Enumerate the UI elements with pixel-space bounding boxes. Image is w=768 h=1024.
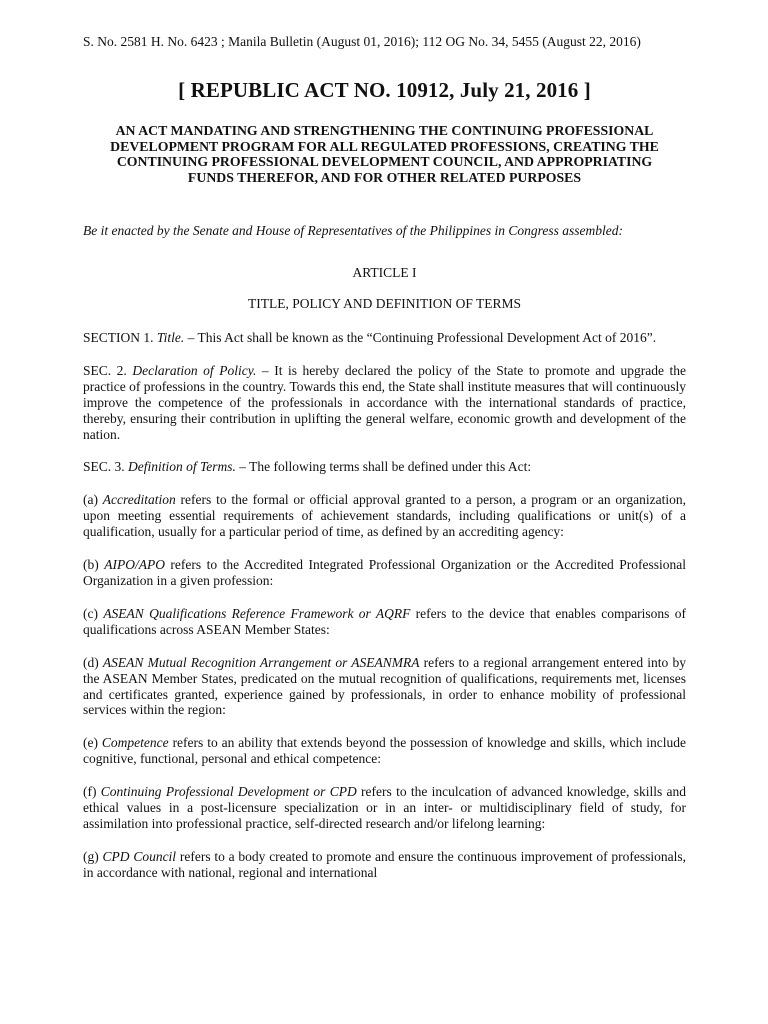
act-title: [ REPUBLIC ACT NO. 10912, July 21, 2016 ]: [178, 78, 591, 102]
definition-c-body: refers to the device that enables comparisons of qualifications across ASEAN Member States:: [83, 605, 686, 637]
definition-g-lead: (g): [83, 848, 103, 864]
section-2: [83, 363, 686, 443]
definition-e: [83, 735, 686, 767]
definition-c: [83, 606, 686, 638]
definition-a-body: refers to the formal or official approval granted to a person, a program or an organization, upon meeting essential requirements of achievement standards, including qualifications or unit(s) of a qualification, usually for a particular period of time, as defined by an accrediting agency:: [83, 492, 686, 540]
section-1: [83, 330, 686, 346]
definition-e-lead: (e): [83, 735, 102, 751]
definition-a-lead: (a): [83, 492, 103, 508]
definition-f-body: refers to the inculcation of advanced knowledge, skills and ethical values in a post-licensure specialization or in an inter- or multidisciplinary field of study, for assimilation into professional practice, self-directed research and/or lifelong learning:: [83, 784, 686, 831]
definition-f-term: Continuing Professional Development or CPD: [100, 784, 357, 800]
section-2-lead: SEC. 2.: [83, 362, 133, 378]
section-2-heading: Declaration of Policy.: [132, 362, 257, 378]
section-2-body: – It is hereby declared the policy of the State to promote and upgrade the practice of professions in the country. Towards this end, the State shall institute measures that will continuously improve the competence of the professionals in accordance with the international standards of practice, thereby, ensuring their contribution in uplifting the general welfare, economic growth and development of the nation.: [83, 362, 686, 442]
definition-b-body: refers to the Accredited Integrated Professional Organization or the Accredited Professional Organization in a given profession:: [83, 557, 686, 588]
article-number: ARTICLE I: [352, 265, 417, 280]
definition-a-term: Accreditation: [102, 492, 176, 508]
definition-b-lead: (b): [83, 557, 105, 573]
definition-d-body: refers to a regional arrangement entered into by the ASEAN Member States, predicated on the mutual recognition of qualifications, requirements met, licenses and certificates granted, experience gained by professionals, in order to enhance mobility of professional services within the region:: [83, 654, 686, 718]
definition-c-lead: (c): [83, 605, 104, 621]
enacting-clause: Be it enacted by the Senate and House of Representatives of the Philippines in Congress assembled:: [83, 223, 624, 238]
definition-g-term: CPD Council: [102, 848, 177, 864]
section-3-body: – The following terms shall be defined under this Act:: [235, 459, 532, 475]
definition-c-term: ASEAN Qualifications Reference Framework or AQRF: [103, 605, 411, 621]
definition-a: [83, 492, 686, 540]
section-1-body: – This Act shall be known as the “Continuing Professional Development Act of 2016”.: [184, 330, 657, 345]
definition-b: [83, 557, 686, 589]
definition-d-term: ASEAN Mutual Recognition Arrangement or ASEANMRA: [102, 654, 420, 670]
article-title: TITLE, POLICY AND DEFINITION OF TERMS: [248, 296, 521, 311]
section-1-lead: SECTION 1.: [83, 330, 157, 345]
act-subtitle: AN ACT MANDATING AND STRENGTHENING THE CONTINUING PROFESSIONAL DEVELOPMENT PROGRAM FOR ALL REGULATED PROFESSIONS, CREATING THE CONTINUING PROFESSIONAL DEVELOPMENT COUNCIL, AND APPROPRIATING FUNDS THEREFOR, AND FOR OTHER RELATED PURPOSES: [110, 123, 659, 185]
definition-d-lead: (d): [83, 654, 103, 670]
definition-f-lead: (f): [83, 784, 101, 800]
definition-f: [83, 784, 686, 832]
section-3-heading: Definition of Terms.: [128, 459, 236, 475]
citation: S. No. 2581 H. No. 6423 ; Manila Bulletin (August 01, 2016); 112 OG No. 34, 5455 (August 22, 2016): [83, 34, 641, 49]
section-3-lead: SEC. 3.: [83, 459, 129, 475]
section-3: [83, 459, 686, 475]
definition-d: [83, 655, 686, 719]
definition-e-term: Competence: [101, 735, 169, 751]
definition-g: [83, 849, 686, 881]
section-1-heading: Title.: [156, 330, 185, 345]
definition-b-term: AIPO/APO: [104, 557, 165, 573]
definition-g-body: refers to a body created to promote and ensure the continuous improvement of professionals, in accordance with national, regional and international: [83, 848, 686, 880]
definition-e-body: refers to an ability that extends beyond the possession of knowledge and skills, which include cognitive, functional, personal and ethical competence:: [83, 735, 686, 767]
